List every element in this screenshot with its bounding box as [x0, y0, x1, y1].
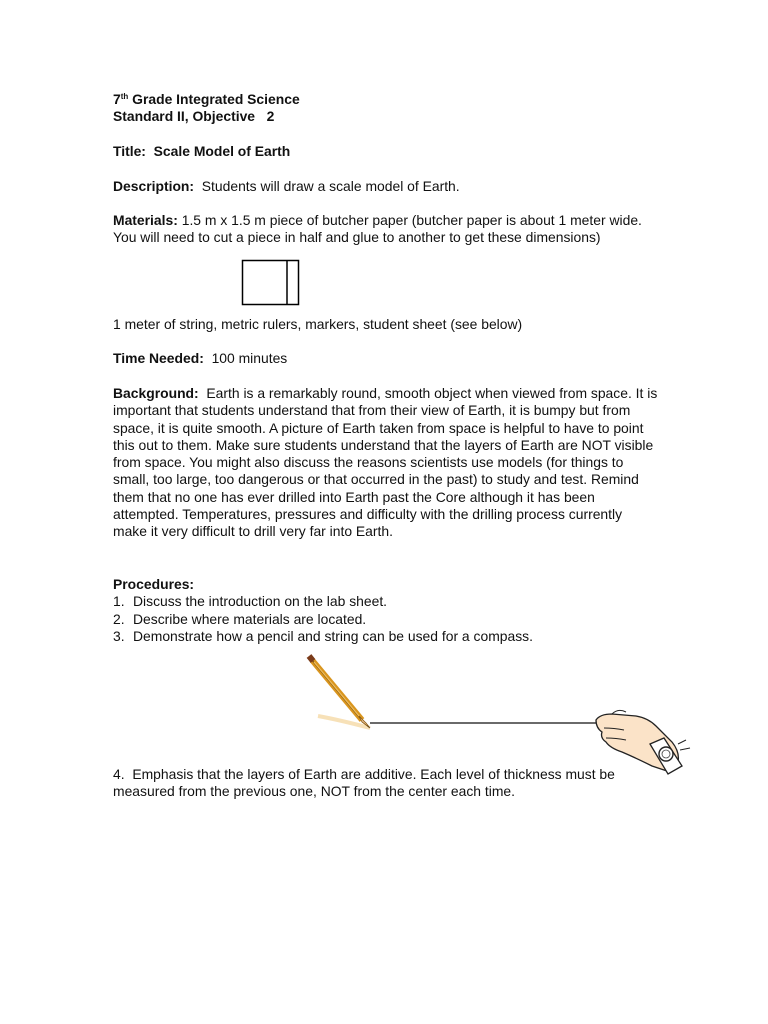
grade-heading: 7th Grade Integrated Science — [113, 91, 300, 107]
title-section — [113, 143, 658, 160]
time-label: Time Needed: — [113, 350, 204, 366]
procedure-step: 2. Describe where materials are located. — [113, 610, 367, 627]
materials-extra: 1 meter of string, metric rulers, markers, student sheet (see below) — [113, 316, 523, 332]
procedure-step-4: 4. Emphasis that the layers of Earth are additive. Each level of thickness must be measured from the previous one, NOT from the center each time. — [113, 766, 615, 800]
title-label: Title: — [113, 143, 146, 159]
title-value: Scale Model of Earth — [153, 143, 291, 159]
time-value: 100 minutes — [211, 350, 288, 366]
pencil-icon — [309, 656, 370, 728]
paper-diagram-icon — [241, 259, 301, 307]
standard-heading: Standard II, Objective 2 — [113, 108, 275, 125]
document-header — [113, 91, 658, 126]
procedures-section — [113, 576, 658, 645]
description-section — [113, 178, 658, 195]
materials-section — [113, 212, 658, 247]
description-label: Description: — [113, 178, 195, 194]
hand-with-watch-icon — [596, 710, 690, 774]
procedure-step: 1. Discuss the introduction on the lab sheet. — [113, 593, 388, 610]
materials-label: Materials: — [113, 212, 178, 228]
materials-text: 1.5 m x 1.5 m piece of butcher paper (butcher paper is about 1 meter wide. You will need to cut a piece in half and glue to another to get these dimensions) — [113, 212, 642, 246]
time-section — [113, 350, 658, 367]
background-section — [113, 385, 658, 541]
procedures-list — [113, 593, 658, 645]
background-text: Earth is a remarkably round, smooth object when viewed from space. It is important that students understand that from their view of Earth, it is bumpy but from space, it is quite smooth. A picture of Earth taken from space is helpful to have to point this out to them. Make sure students understand that the layers of Earth are NOT visible from space. You might also discuss the reasons scientists use models (for things to small, too large, too dangerous or that occurred in the past) to study and test. Remind them that no one has ever drilled into Earth past the Core although it has been attempted. Temperatures, pressures and difficulty with the drilling process currently make it very difficult to drill very far into Earth. — [113, 385, 658, 540]
description-text: Students will draw a scale model of Earth. — [201, 178, 460, 194]
procedures-label: Procedures: — [113, 576, 195, 592]
procedure-step: 3. Demonstrate how a pencil and string can be used for a compass. — [113, 627, 533, 644]
pencil-string-illustration — [300, 650, 700, 780]
background-label: Background: — [113, 385, 199, 401]
